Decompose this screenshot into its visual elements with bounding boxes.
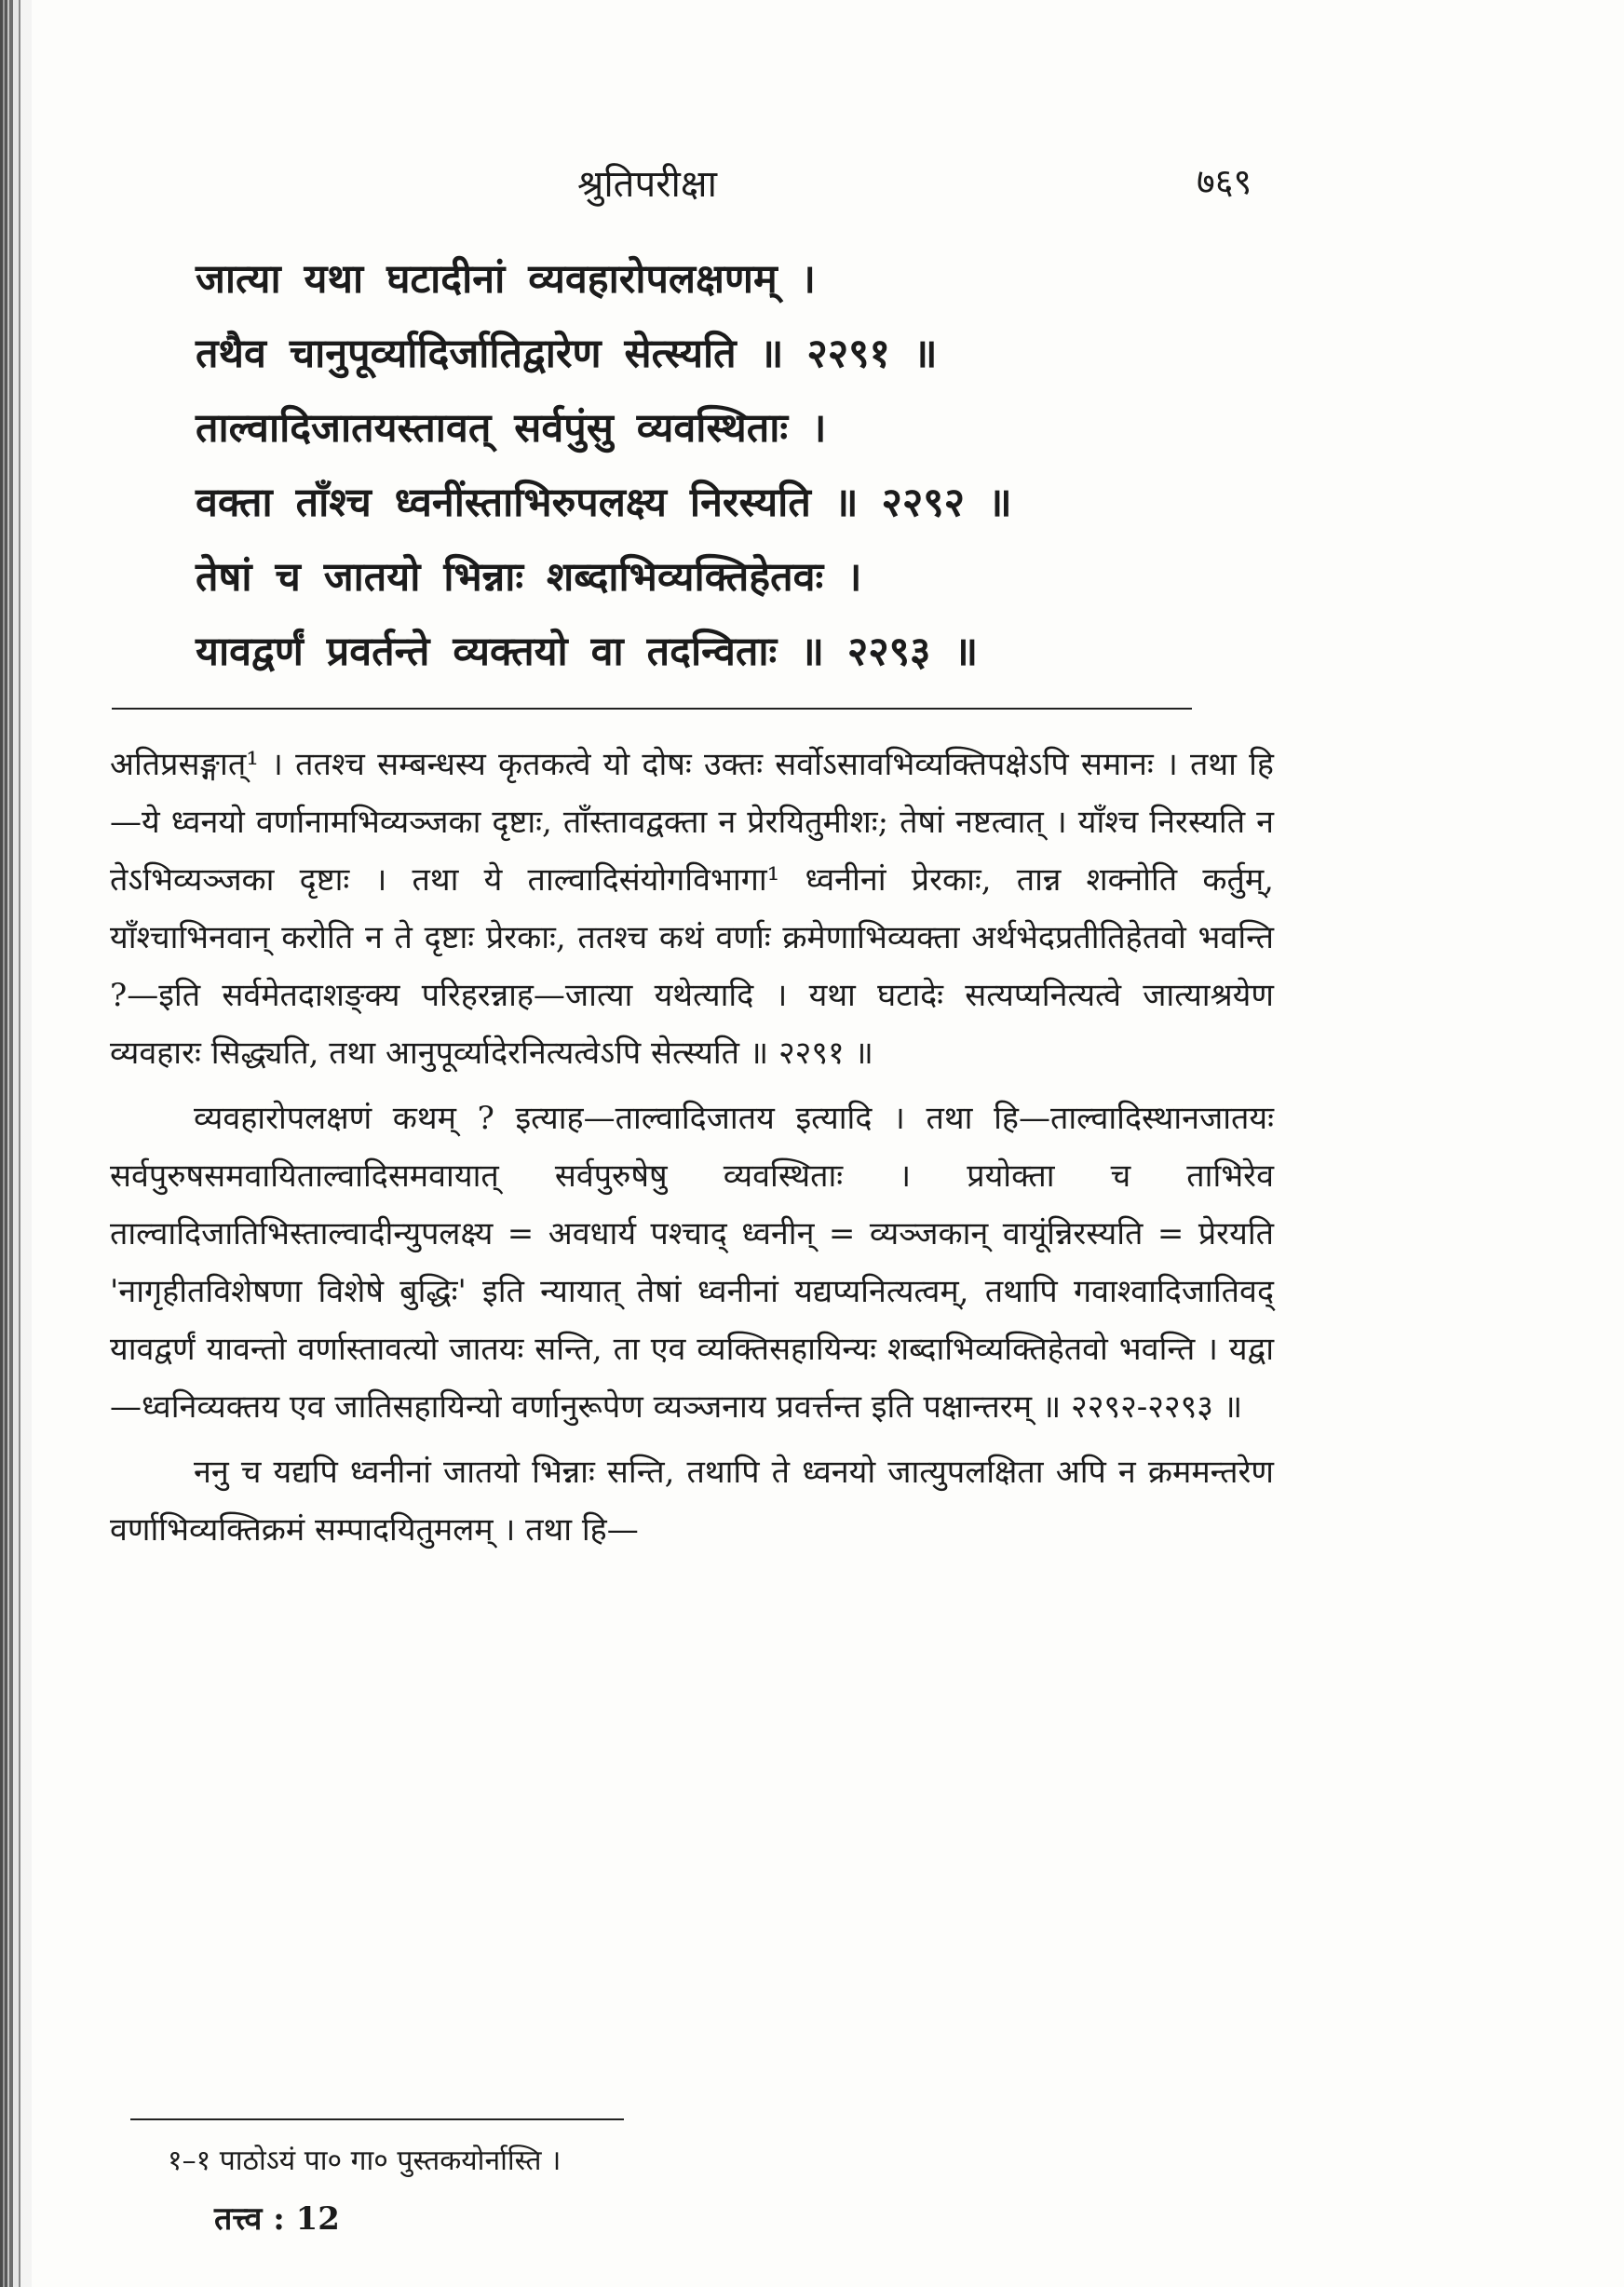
footnote-divider	[130, 2118, 624, 2120]
commentary-paragraph: अतिप्रसङ्गात्¹ । ततश्च सम्बन्धस्य कृतकत्वे यो दोषः उक्तः सर्वोऽसावभिव्यक्तिपक्षेऽपि समानः । तथा हि—ये ध्वनयो वर्णानामभिव्यञ्जका दृष्टाः, ताँस्तावद्वक्ता न प्रेरयितुमीशः; तेषां नष्टत्वात् । याँश्च निरस्यति न तेऽभिव्यञ्जका दृष्टाः । तथा ये ताल्वादिसंयोगविभागा¹ ध्वनीनां प्रेरकाः, तान्न शक्नोति कर्तुम्, याँश्चाभिनवान् करोति न ते दृष्टाः प्रेरकाः, ततश्च कथं वर्णाः क्रमेणाभिव्यक्ता अर्थभेदप्रतीतिहेतवो भवन्ति ?—इति सर्वमेतदाशङ्क्य परिहरन्नाह—जात्या यथेत्यादि । यथा घटादेः सत्यप्यनित्यत्वे जात्याश्रयेण व्यवहारः सिद्ध्यति, तथा आनुपूर्व्यादेरनित्यत्वेऽपि सेत्स्यति ॥ २२९१ ॥	[110, 746, 1274, 1072]
verse-line: ताल्वादिजातयस्तावत् सर्वपुंसु व्यवस्थिताः ।	[196, 405, 827, 452]
running-title: श्रुतिपरीक्षा	[577, 163, 717, 206]
verse-divider	[112, 708, 1192, 710]
signature-mark: तत्त्व : 12	[214, 2200, 340, 2238]
verse-line: वक्ता ताँश्च ध्वनींस्ताभिरुपलक्ष्य निरस्यति ॥ २२९२ ॥	[196, 480, 1012, 526]
verse-line: तेषां च जातयो भिन्नाः शब्दाभिव्यक्तिहेतवः ।	[196, 554, 862, 601]
commentary	[110, 736, 1274, 1566]
verse-line: यावद्वर्णं प्रवर्तन्ते व्यक्तयो वा तदन्विताः ॥ २२९३ ॥	[196, 629, 979, 675]
verse-block	[196, 242, 1248, 689]
commentary-paragraph: व्यवहारोपलक्षणं कथम् ? इत्याह—ताल्वादिजातय इत्यादि । तथा हि—ताल्वादिस्थानजातयः सर्वपुरुषसमवायिताल्वादिसमवायात् सर्वपुरुषेषु व्यवस्थिताः । प्रयोक्ता च ताभिरेव ताल्वादिजातिभिस्ताल्वादीन्युपलक्ष्य = अवधार्य पश्चाद् ध्वनीन् = व्यञ्जकान् वायूंन्निरस्यति = प्रेरयति 'नागृहीतविशेषणा विशेषे बुद्धिः' इति न्यायात् तेषां ध्वनीनां यद्यप्यनित्यत्वम्, तथापि गवाश्वादिजातिवद् यावद्वर्णं यावन्तो वर्णास्तावत्यो जातयः सन्ति, ता एव व्यक्तिसहायिन्यः शब्दाभिव्यक्तिहेतवो भवन्ति । यद्वा—ध्वनिव्यक्तय एव जातिसहायिन्यो वर्णानुरूपेण व्यञ्जनाय प्रवर्त्तन्त इति पक्षान्तरम् ॥ २२९२-२२९३ ॥	[110, 1100, 1274, 1426]
page-number: ७६९	[1197, 161, 1252, 202]
running-head	[0, 156, 1624, 212]
verse-line: तथैव चानुपूर्व्यादिर्जातिद्वारेण सेत्स्यति ॥ २२९१ ॥	[196, 331, 938, 377]
footnote: १–१ पाठोऽयं पा० गा० पुस्तकयोर्नास्ति ।	[168, 2145, 562, 2177]
verse-line: जात्या यथा घटादीनां व्यवहारोपलक्षणम् ।	[196, 256, 816, 303]
commentary-paragraph: ननु च यद्यपि ध्वनीनां जातयो भिन्नाः सन्ति, तथापि ते ध्वनयो जात्युपलक्षिता अपि न क्रममन्तरेण वर्णाभिव्यक्तिक्रमं सम्पादयितुमलम् । तथा हि—	[110, 1454, 1274, 1549]
